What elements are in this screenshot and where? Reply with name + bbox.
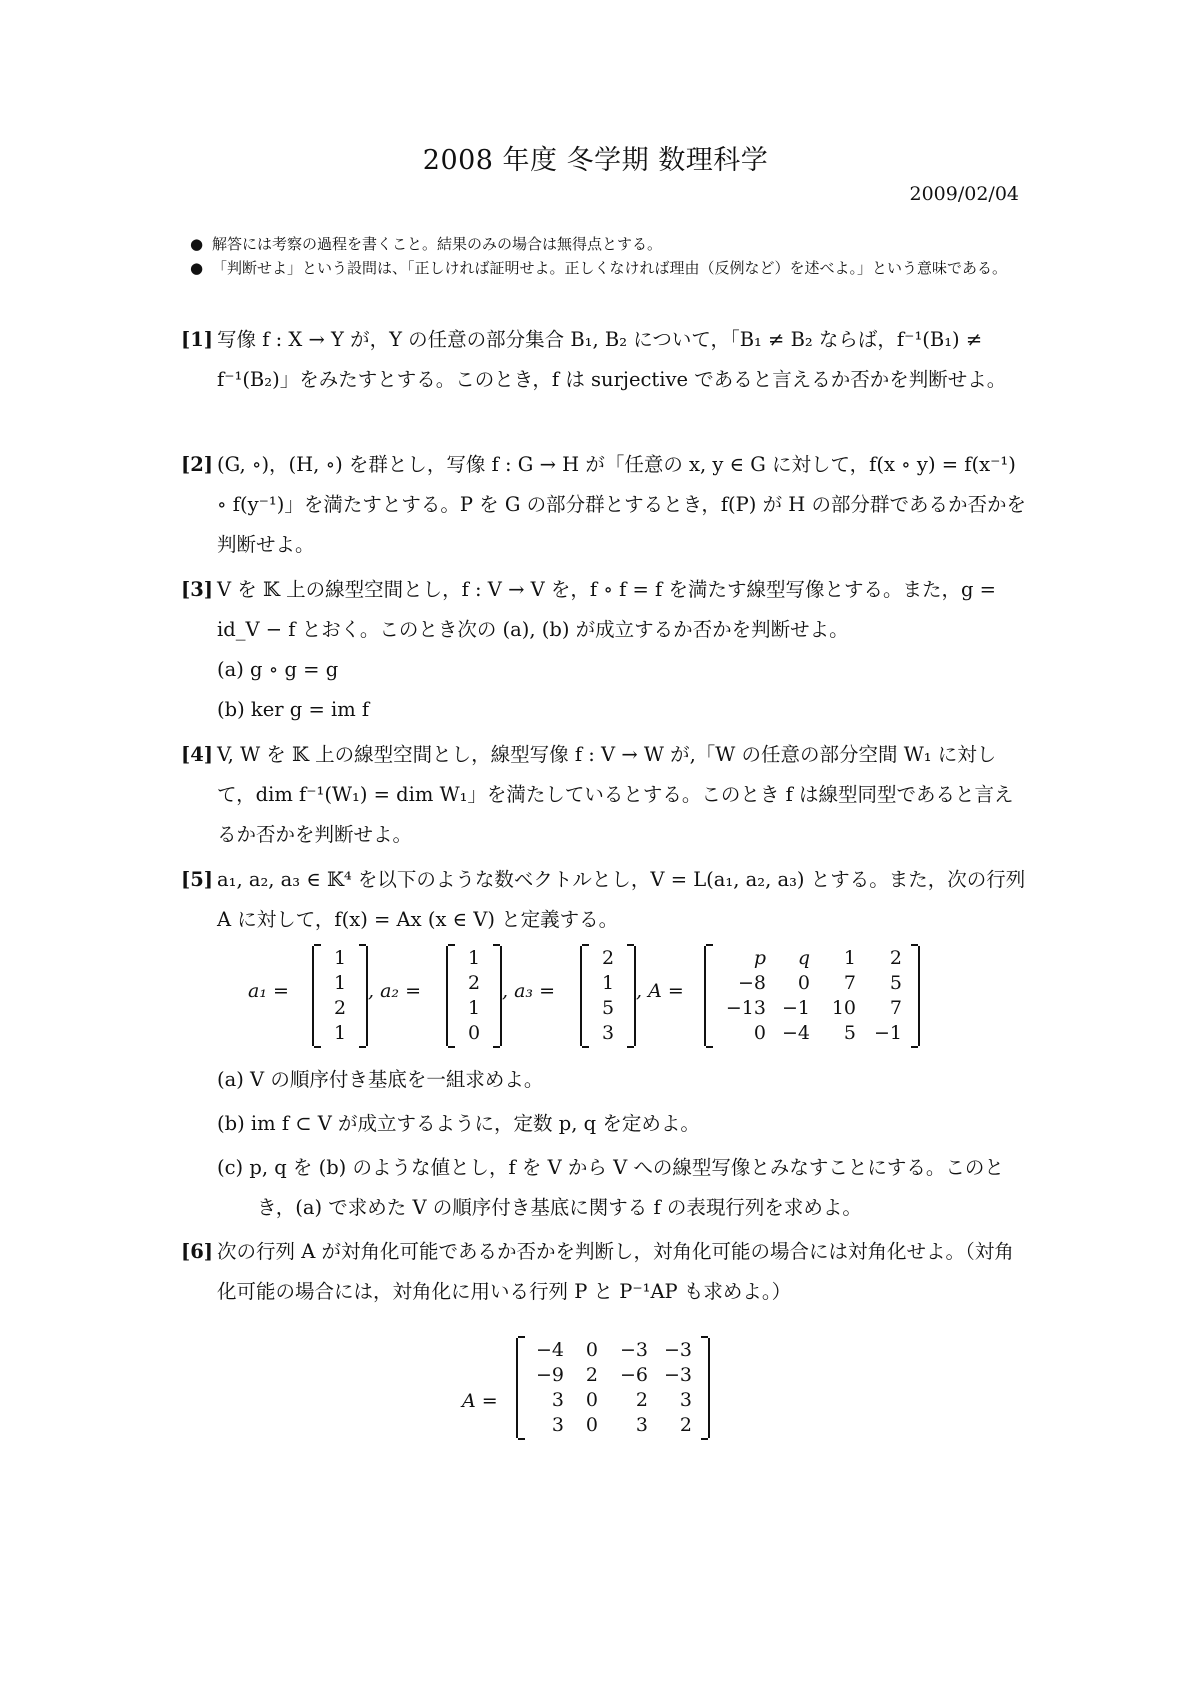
subquestion-a: (a) g ∘ g = g [217, 658, 339, 681]
problem-number: [2] [181, 453, 214, 476]
matrix-cell: −4 [781, 1022, 810, 1044]
problem-text: a₁, a₂, a₃ ∈ 𝕂⁴ を以下のような数ベクトルとし，V = L(a₁, a₂, a₃) とする。また，次の行列 A に対して，f(x) = Ax (x ∈ V) と定義する。 [217, 868, 1026, 931]
problem-5 [181, 860, 1026, 940]
problem-3 [181, 570, 1026, 730]
matrix-cell: 0 [467, 1022, 481, 1044]
vector-a1 [312, 946, 368, 1046]
vector-a3-label: , a₃ = [502, 980, 555, 1002]
matrix-cell: p [753, 947, 766, 969]
problem-number: [3] [181, 578, 214, 601]
matrix-cell: 1 [843, 947, 856, 969]
matrix-cell: 0 [585, 1339, 598, 1361]
matrix-A [704, 946, 920, 1046]
matrix-cell: −8 [737, 972, 766, 994]
matrix-cell: 5 [889, 972, 902, 994]
subquestion-c: (c) p, q を (b) のような値とし，f を V から V への線型写像とみなすことにする。このとき，(a) で求めた V の順序付き基底に関する f の表現行列を求めよ。 [217, 1156, 1004, 1219]
matrix-cell: 5 [601, 997, 615, 1019]
matrix-cell: −3 [663, 1339, 692, 1361]
matrix-cell: −3 [619, 1339, 648, 1361]
instruction-text: 「判断せよ」という設問は、「正しければ証明せよ。正しくなければ理由（反例など）を述べよ。」という意味である。 [212, 259, 1008, 277]
matrix-A-label: A = [462, 1390, 498, 1412]
vector-a1-label: a₁ = [248, 980, 289, 1002]
matrix-cell: 7 [843, 972, 856, 994]
matrix-cell: 2 [467, 972, 481, 994]
matrix-cell: −13 [725, 997, 766, 1019]
matrix-cell: −1 [873, 1022, 902, 1044]
instruction-text: 解答には考察の過程を書くこと。結果のみの場合は無得点とする。 [212, 235, 663, 253]
matrix-cell: 7 [889, 997, 902, 1019]
matrix-A [516, 1338, 710, 1438]
matrix-cell: 2 [679, 1414, 692, 1436]
matrix-cell: 10 [831, 997, 856, 1019]
problem-6 [181, 1232, 1026, 1312]
problem-5-subquestions [181, 1060, 1026, 1228]
matrix-cell: 0 [585, 1414, 598, 1436]
subquestion-b: (b) im f ⊂ V が成立するように，定数 p, q を定めよ。 [217, 1112, 700, 1135]
matrix-cell: −1 [781, 997, 810, 1019]
matrix-cell: 0 [797, 972, 810, 994]
matrix-cell: 0 [585, 1389, 598, 1411]
subquestion-a: (a) V の順序付き基底を一組求めよ。 [217, 1068, 544, 1091]
matrix-cell: 3 [551, 1414, 564, 1436]
exam-title: 2008 年度 冬学期 数理科学 [422, 145, 769, 176]
matrix-cell: 3 [601, 1022, 615, 1044]
matrix-cell: 3 [635, 1414, 648, 1436]
problem-number: [4] [181, 743, 214, 766]
problem-number: [5] [181, 868, 214, 891]
matrix-cell: −6 [619, 1364, 648, 1386]
problem-number: [1] [181, 328, 214, 351]
vector-a2 [446, 946, 502, 1046]
matrix-cell: 3 [679, 1389, 692, 1411]
instruction-item [186, 256, 1021, 280]
bullet-icon: ● [190, 235, 204, 253]
matrix-cell: 3 [551, 1389, 564, 1411]
problem-text: V を 𝕂 上の線型空間とし，f : V → V を，f ∘ f = f を満たす線型写像とする。また，g = id_V − f とおく。このとき次の (a), (b) が成立するか否かを判断せよ。 [217, 578, 996, 641]
matrix-A-label: , A = [636, 980, 684, 1002]
problem-1 [181, 320, 1026, 400]
matrix-cell: 0 [753, 1022, 766, 1044]
problem-text: 写像 f : X → Y が，Y の任意の部分集合 B₁, B₂ について，「B₁ ≠ B₂ ならば，f⁻¹(B₁) ≠ f⁻¹(B₂)」をみたすとする。このとき，f は surjective であると言えるか否かを判断せよ。 [217, 328, 1007, 391]
matrix-cell: 1 [333, 972, 347, 994]
matrix-cell: 1 [467, 997, 481, 1019]
matrix-cell: 1 [467, 947, 481, 969]
problem-4 [181, 735, 1026, 855]
matrix-cell: 1 [601, 972, 615, 994]
problem-text: 次の行列 A が対角化可能であるか否かを判断し，対角化可能の場合には対角化せよ。（対角化可能の場合には，対角化に用いる行列 P と P⁻¹AP も求めよ。） [217, 1240, 1014, 1303]
problem-text: V, W を 𝕂 上の線型空間とし，線型写像 f : V → W が,「W の任意の部分空間 W₁ に対して，dim f⁻¹(W₁) = dim W₁」を満たしているとする。このとき f は線型同型であると言えるか否かを判断せよ。 [217, 743, 1014, 846]
matrix-cell: 2 [635, 1389, 648, 1411]
subquestion-b: (b) ker g = im f [217, 698, 370, 721]
matrix-cell: q [797, 947, 810, 969]
vector-a3 [580, 946, 636, 1046]
problem-number: [6] [181, 1240, 214, 1263]
exam-date: 2009/02/04 [909, 183, 1019, 205]
matrix-cell: 5 [843, 1022, 856, 1044]
matrix-cell: 2 [585, 1364, 598, 1386]
vector-a2-label: , a₂ = [368, 980, 421, 1002]
matrix-cell: 2 [333, 997, 347, 1019]
matrix-cell: 2 [601, 947, 615, 969]
problem-text: (G, ∘)，(H, ∘) を群とし，写像 f : G → H が「任意の x, y ∈ G に対して，f(x ∘ y) = f(x⁻¹) ∘ f(y⁻¹)」を満たすとする。P を G の部分群とするとき，f(P) が H の部分群であるか否かを判断せよ。 [217, 453, 1026, 556]
matrix-cell: −3 [663, 1364, 692, 1386]
matrix-cell: −9 [535, 1364, 564, 1386]
instructions [186, 232, 1021, 280]
matrix-cell: 1 [333, 947, 347, 969]
instruction-item [186, 232, 1021, 256]
problem-2 [181, 445, 1026, 565]
matrix-cell: 2 [889, 947, 902, 969]
matrix-cell: 1 [333, 1022, 347, 1044]
matrix-cell: −4 [535, 1339, 564, 1361]
bullet-icon: ● [190, 259, 204, 277]
